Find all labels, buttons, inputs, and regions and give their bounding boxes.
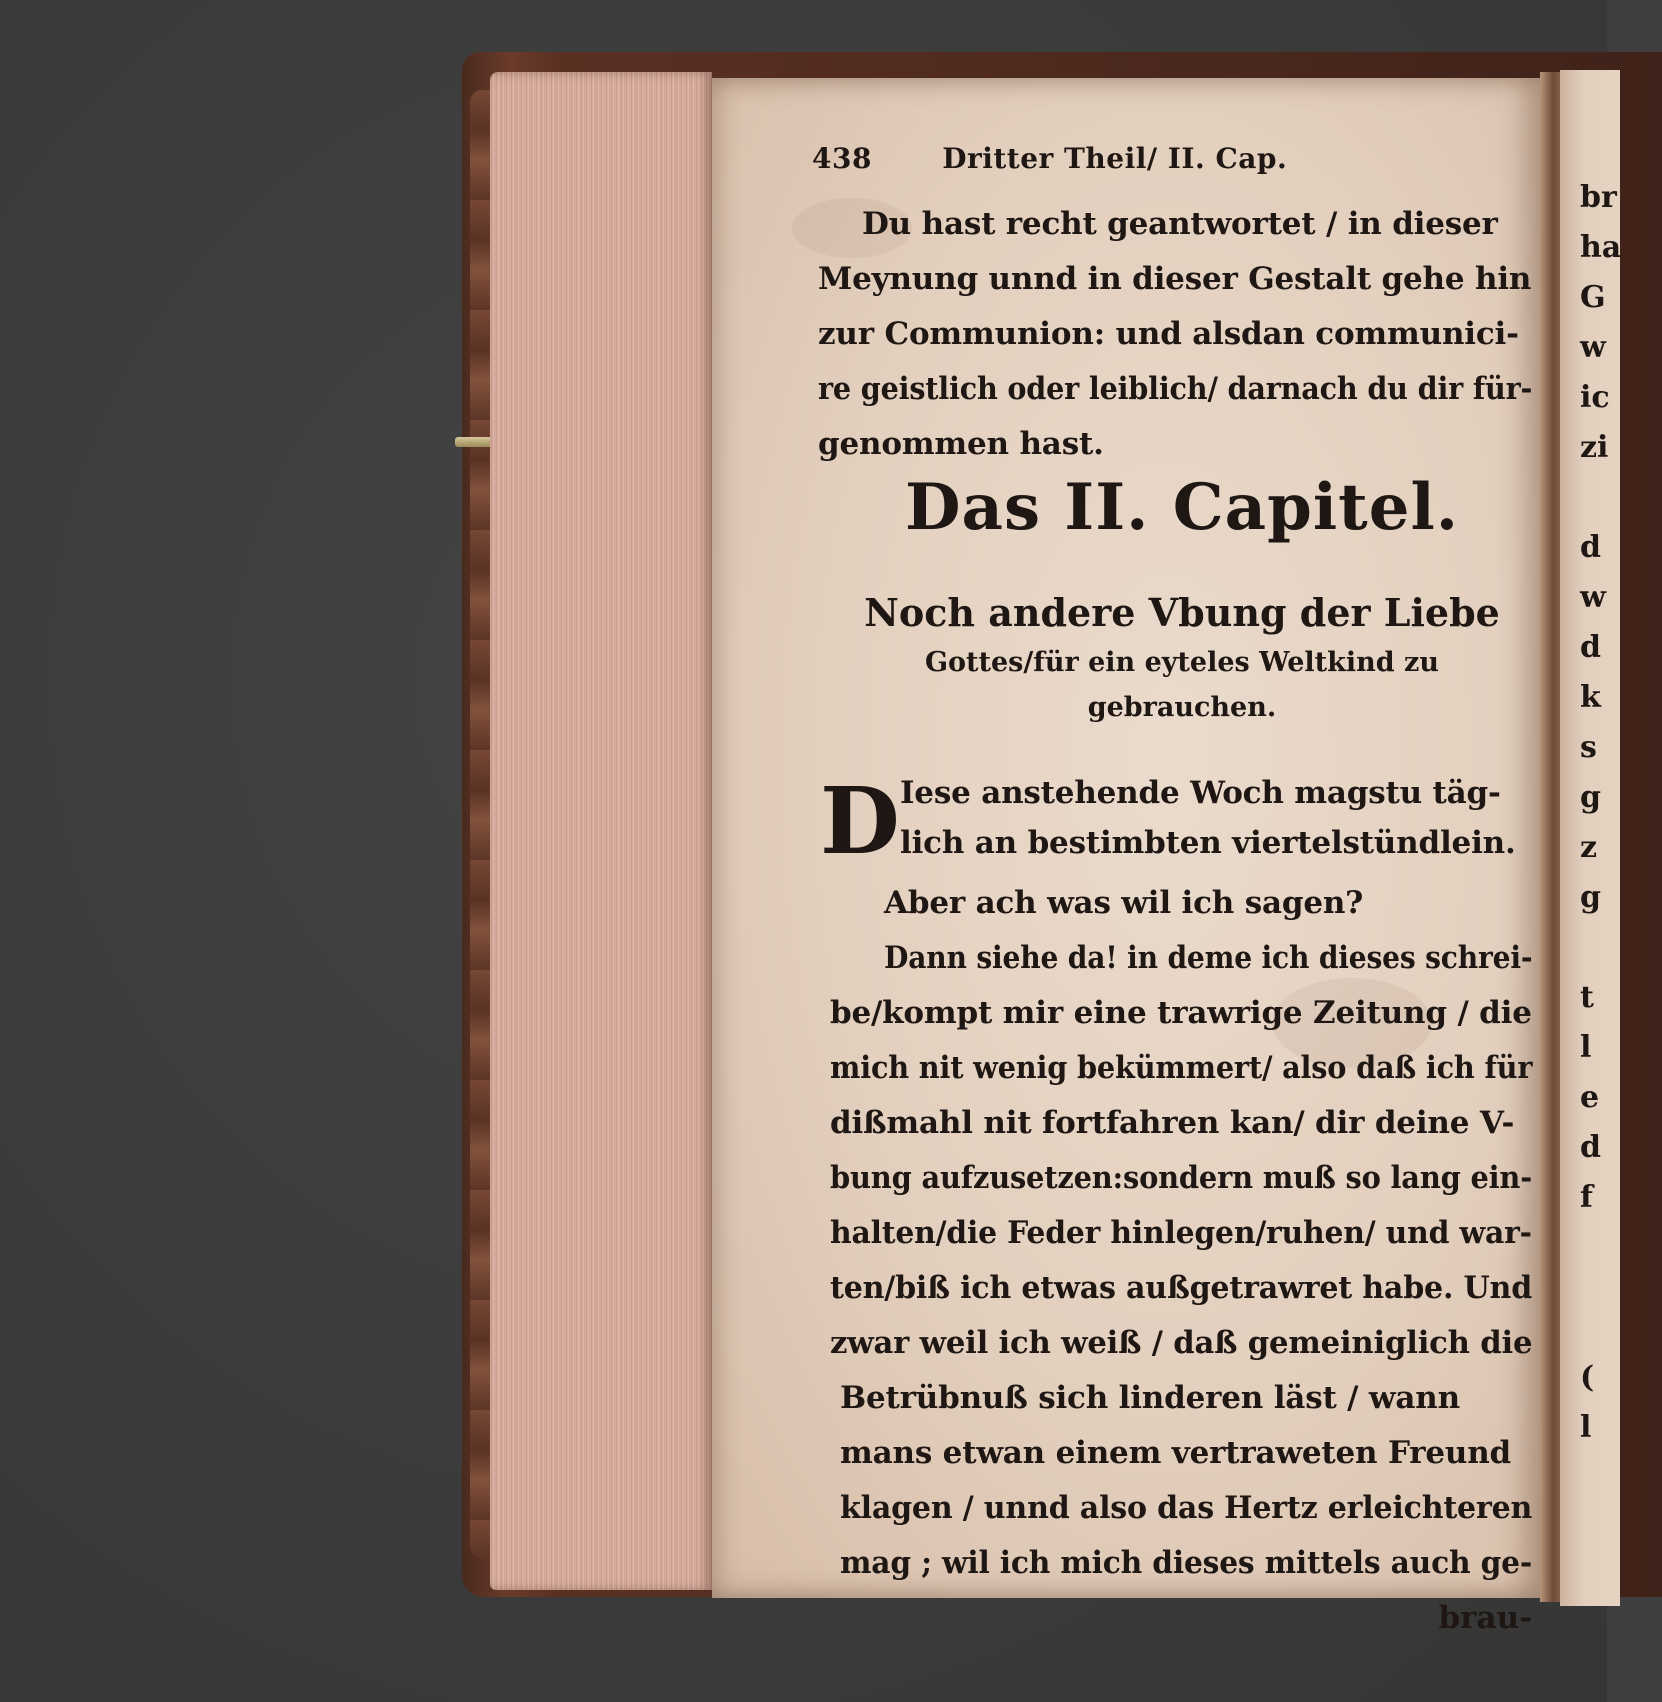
facing-page-fragment: g xyxy=(1580,780,1601,815)
paragraph-line: Betrübnuß sich linderen läst / wann xyxy=(840,1380,1460,1416)
page-edges xyxy=(490,72,712,1590)
facing-page-fragment: d xyxy=(1580,530,1601,565)
paragraph-line: Iese anstehende Woch magstu täg- xyxy=(900,775,1501,811)
facing-page-fragment: l xyxy=(1580,1030,1592,1065)
facing-page-fragment: ( xyxy=(1580,1360,1595,1395)
facing-page-fragment: d xyxy=(1580,630,1601,665)
chapter-subtitle-line: Gottes/für ein eyteles Weltkind zu xyxy=(924,647,1439,678)
paragraph-line: bung aufzusetzen:sondern muß so lang ein- xyxy=(830,1160,1533,1196)
paragraph-line: Du hast recht geantwortet / in dieser xyxy=(862,206,1498,242)
facing-page-fragment: zi xyxy=(1580,430,1609,465)
chapter-subtitle-line: Noch andere Vbung der Liebe xyxy=(864,590,1500,635)
paragraph-line: Meynung unnd in dieser Gestalt gehe hin xyxy=(818,261,1532,297)
facing-page-fragment: l xyxy=(1580,1410,1592,1445)
paragraph-line: zwar weil ich weiß / daß gemeiniglich die xyxy=(830,1325,1533,1361)
facing-page-fragment: k xyxy=(1580,680,1601,715)
paragraph-line: mag ; wil ich mich dieses mittels auch ge- xyxy=(840,1545,1533,1581)
page-number: 438 xyxy=(812,142,872,175)
facing-page-fragment: ic xyxy=(1580,380,1610,415)
paragraph-line: klagen / unnd also das Hertz erleichteren xyxy=(840,1490,1533,1526)
paragraph-line: re geistlich oder leiblich/ darnach du dir für- xyxy=(818,371,1533,407)
paragraph-line: genommen hast. xyxy=(818,426,1104,462)
paragraph-line: mich nit wenig bekümmert/ also daß ich für xyxy=(830,1050,1533,1086)
clasp-pin-upper xyxy=(455,437,493,447)
facing-page-fragment: ha xyxy=(1580,230,1622,265)
facing-page-edge xyxy=(1560,70,1620,1606)
facing-page-fragment: z xyxy=(1580,830,1598,865)
facing-page-fragment: s xyxy=(1580,730,1597,765)
catchword: brau- xyxy=(1438,1600,1532,1636)
paragraph-line: dißmahl nit fortfahren kan/ dir deine V- xyxy=(830,1105,1515,1141)
facing-page-fragment: br xyxy=(1580,180,1617,215)
chapter-title: Das II. Capitel. xyxy=(904,470,1460,545)
drop-cap-initial: D xyxy=(820,767,900,875)
paragraph-line: mans etwan einem vertraweten Freund xyxy=(840,1435,1512,1471)
paragraph-line: zur Communion: und alsdan communici- xyxy=(818,316,1519,352)
paragraph-line: be/kompt mir eine trawrige Zeitung / die xyxy=(830,995,1532,1031)
paragraph-line: lich an bestimbten viertelstündlein. xyxy=(900,825,1516,861)
facing-page-fragment: G xyxy=(1580,280,1606,315)
chapter-heading-block xyxy=(812,0,1552,760)
facing-page-fragment: d xyxy=(1580,1130,1601,1165)
paragraph-line: Dann siehe da! in deme ich dieses schrei- xyxy=(884,940,1533,976)
facing-page-fragment: w xyxy=(1580,330,1606,365)
paragraph-line: halten/die Feder hinlegen/ruhen/ und war- xyxy=(830,1215,1532,1251)
facing-page-fragment: f xyxy=(1580,1180,1593,1215)
running-head-title: Dritter Theil/ II. Cap. xyxy=(942,142,1288,175)
facing-page-fragment: t xyxy=(1580,980,1594,1015)
facing-page-fragment: e xyxy=(1580,1080,1600,1115)
paragraph-line: ten/biß ich etwas außgetrawret habe. Und xyxy=(830,1270,1533,1306)
facing-page-fragment: g xyxy=(1580,880,1601,915)
paragraph-line: Aber ach was wil ich sagen? xyxy=(884,885,1364,921)
chapter-subtitle-line: gebrauchen. xyxy=(1087,692,1277,723)
facing-page-fragment: w xyxy=(1580,580,1606,615)
